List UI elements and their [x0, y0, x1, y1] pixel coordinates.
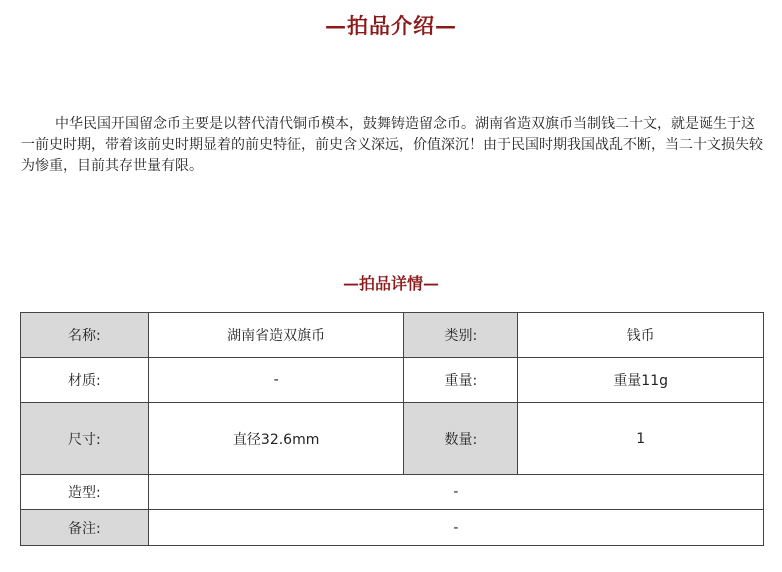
label-cell: 造型:: [21, 475, 149, 510]
label-cell: 备注:: [21, 510, 149, 546]
label-cell: 重量:: [404, 358, 518, 403]
value-cell: -: [148, 475, 763, 510]
table-row: [21, 358, 764, 403]
label-cell: 尺寸:: [21, 403, 149, 475]
label-cell: 名称:: [21, 313, 149, 358]
value-cell: 重量11g: [518, 358, 764, 403]
value-cell: -: [148, 358, 404, 403]
label-cell: 类别:: [404, 313, 518, 358]
intro-paragraph: 中华民国开国留念币主要是以替代清代铜币模本，鼓舞铸造留念币。湖南省造双旗币当制钱二十文，就是诞生于这一前史时期，带着该前史时期显着的前史特征，前史含义深远，价值深沉！由于民国时期我国战乱不断，当二十文损失较为惨重，目前其存世量有限。: [21, 116, 763, 174]
value-cell: -: [148, 510, 763, 546]
value-cell: 湖南省造双旗币: [148, 313, 404, 358]
page-title: —拍品介绍—: [325, 13, 457, 38]
details-title: —拍品详情—: [342, 274, 439, 293]
label-cell: 数量:: [404, 403, 518, 475]
table-row: [21, 510, 764, 546]
value-cell: 直径32.6mm: [148, 403, 404, 475]
value-cell: 1: [518, 403, 764, 475]
value-cell: 钱币: [518, 313, 764, 358]
details-table: [20, 312, 764, 546]
table-row: [21, 403, 764, 475]
table-row: [21, 475, 764, 510]
table-row: [21, 313, 764, 358]
label-cell: 材质:: [21, 358, 149, 403]
